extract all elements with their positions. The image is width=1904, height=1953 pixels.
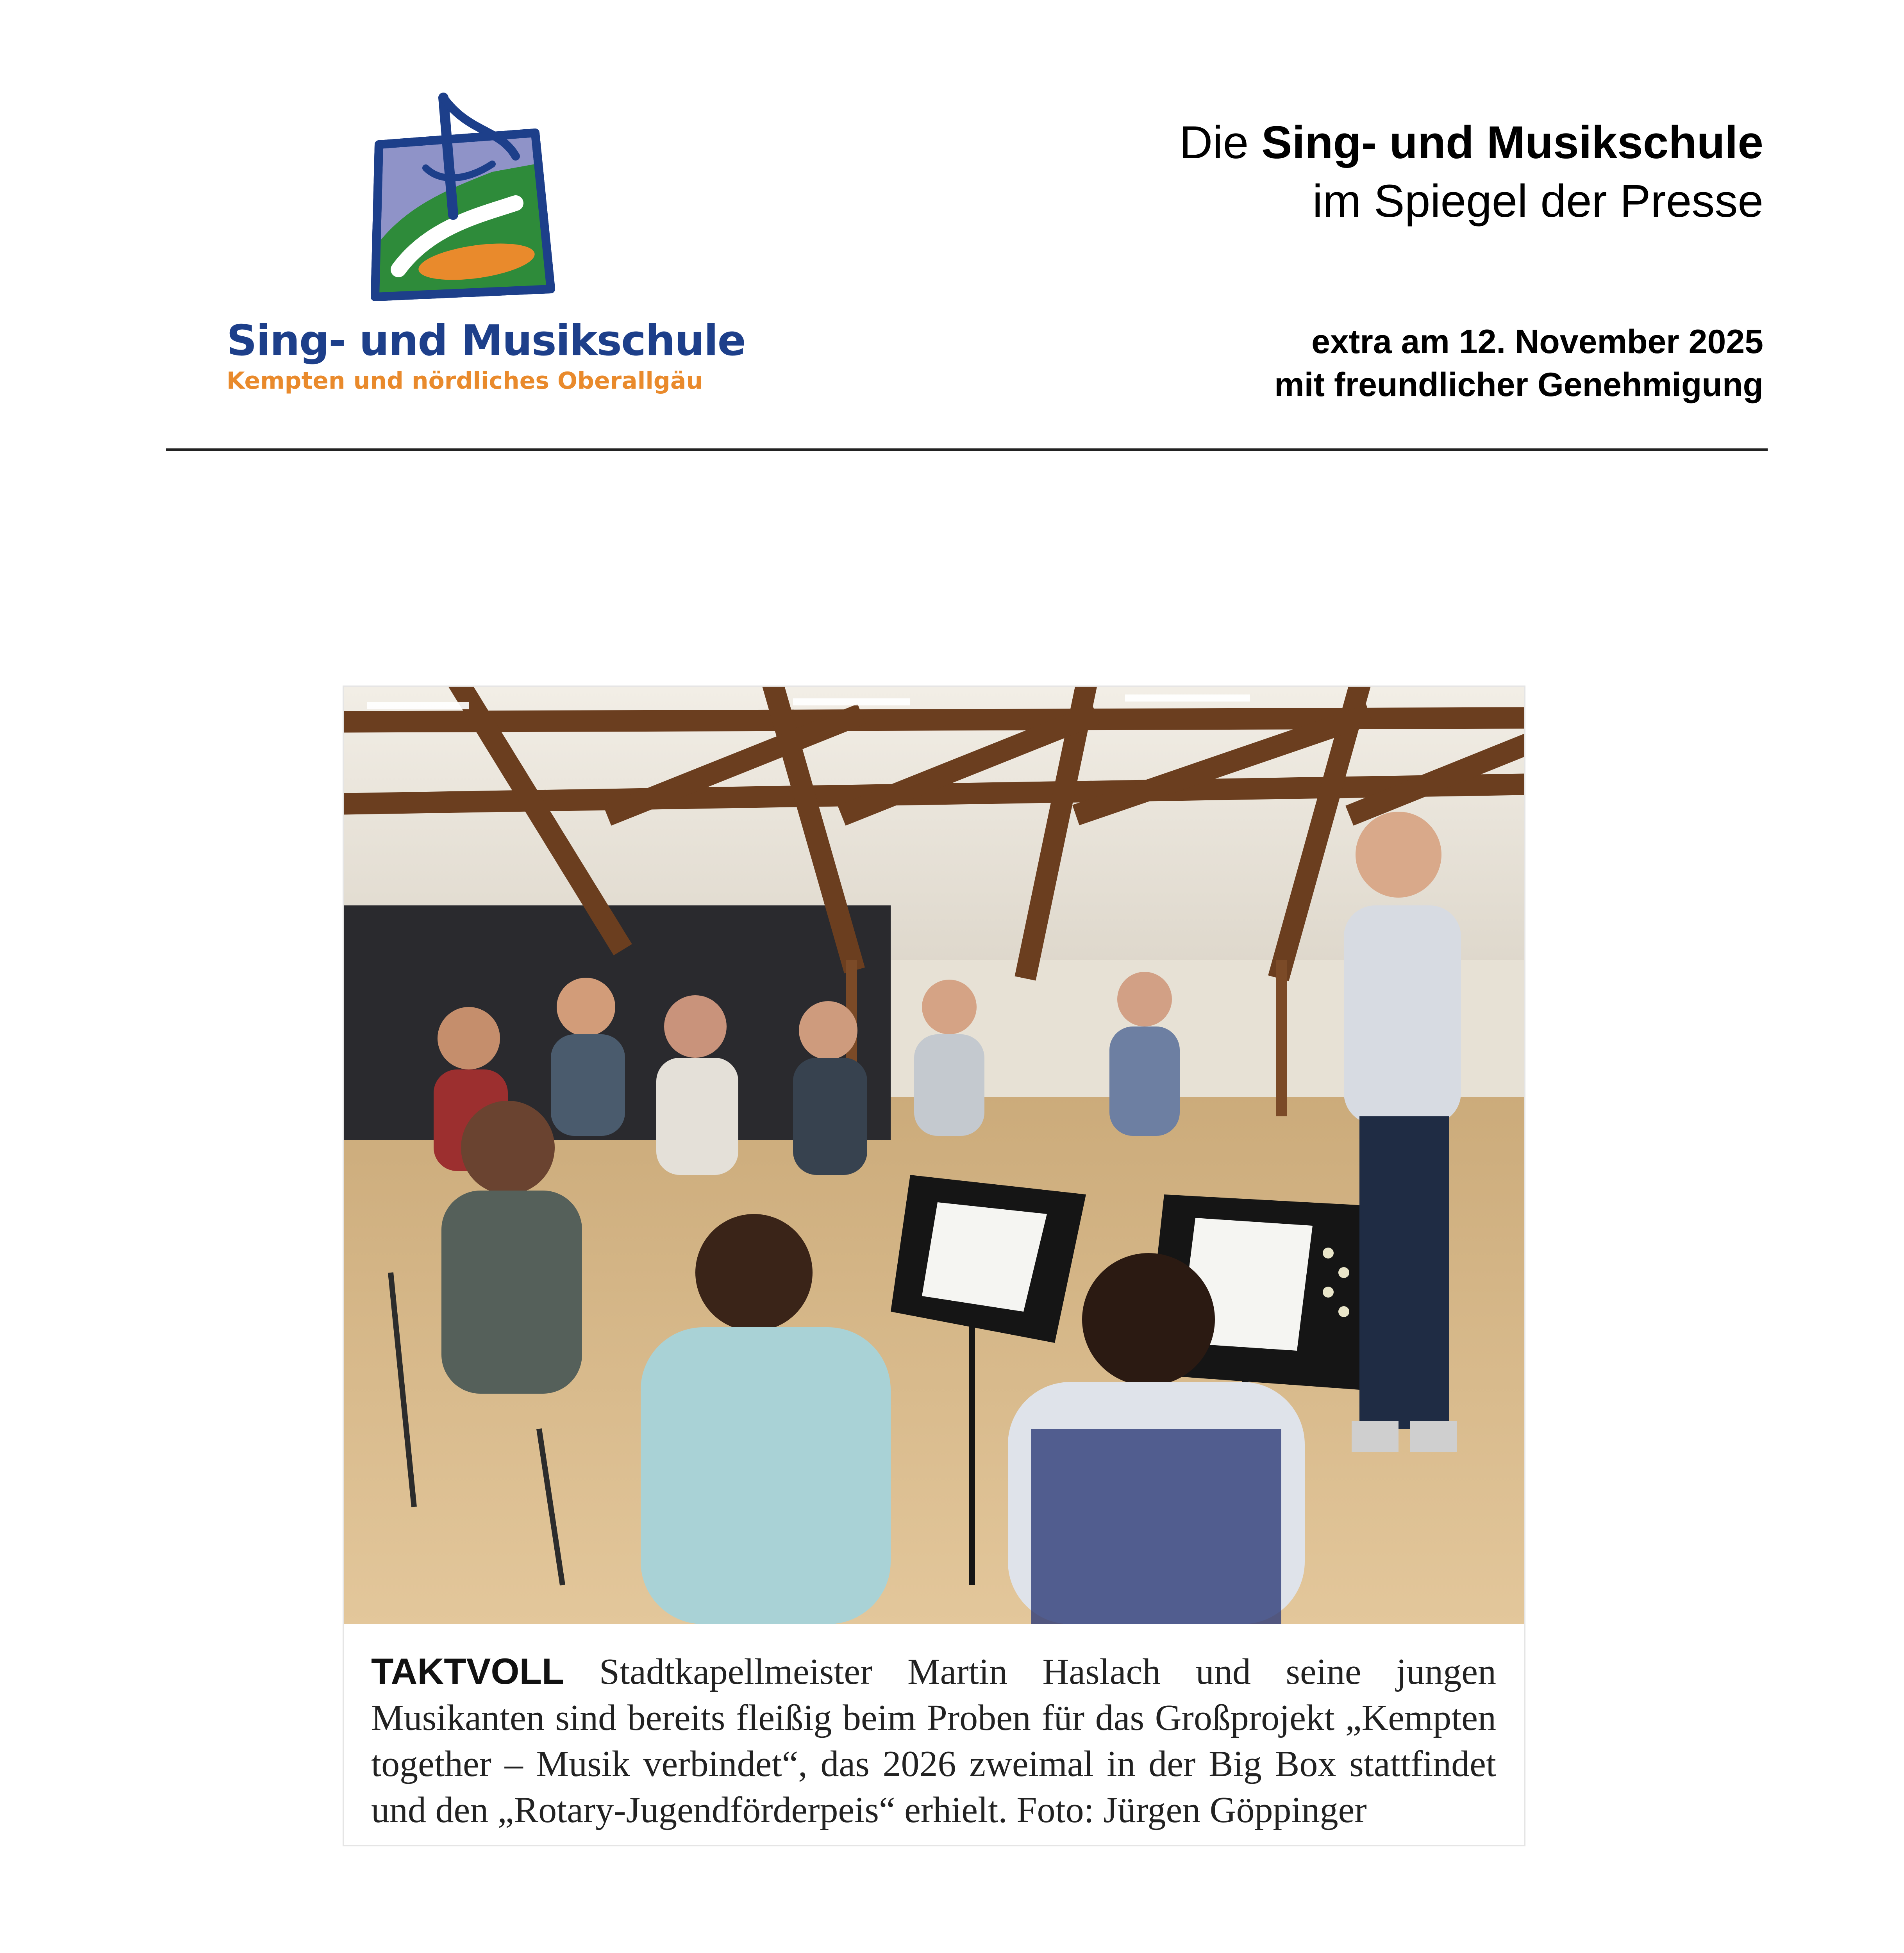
page-title bbox=[1179, 113, 1763, 230]
press-clipping bbox=[344, 687, 1524, 1845]
caption-text: Stadtkapellmeister Martin Haslach und seine jungen Musikanten sind bereits fleißig beim Proben für das Großprojekt „Kempten together – Musik verbindet“, das 2026 zweimal in der Big Box stattfindet und den „Rotary-Jugendförderpeis“ erhielt. Foto: Jürgen Göppinger bbox=[371, 1651, 1496, 1830]
edition-info bbox=[1274, 320, 1763, 406]
header-divider bbox=[166, 448, 1768, 451]
page-title-line2: im Spiegel der Presse bbox=[1312, 175, 1763, 227]
permission-note: mit freundlicher Genehmigung bbox=[1274, 366, 1763, 403]
page-title-prefix: Die bbox=[1179, 117, 1262, 168]
photo-caption bbox=[371, 1648, 1496, 1833]
logo-title: Sing- und Musikschule bbox=[227, 316, 745, 365]
caption-lead: TAKTVOLL bbox=[371, 1651, 564, 1692]
page-title-school: Sing- und Musikschule bbox=[1261, 117, 1763, 168]
music-school-logo-icon bbox=[352, 86, 570, 305]
rehearsal-photo bbox=[344, 687, 1524, 1624]
logo-subtitle: Kempten und nördliches Oberallgäu bbox=[227, 367, 703, 395]
school-logo bbox=[227, 86, 745, 406]
edition-date: extra am 12. November 2025 bbox=[1311, 323, 1763, 361]
